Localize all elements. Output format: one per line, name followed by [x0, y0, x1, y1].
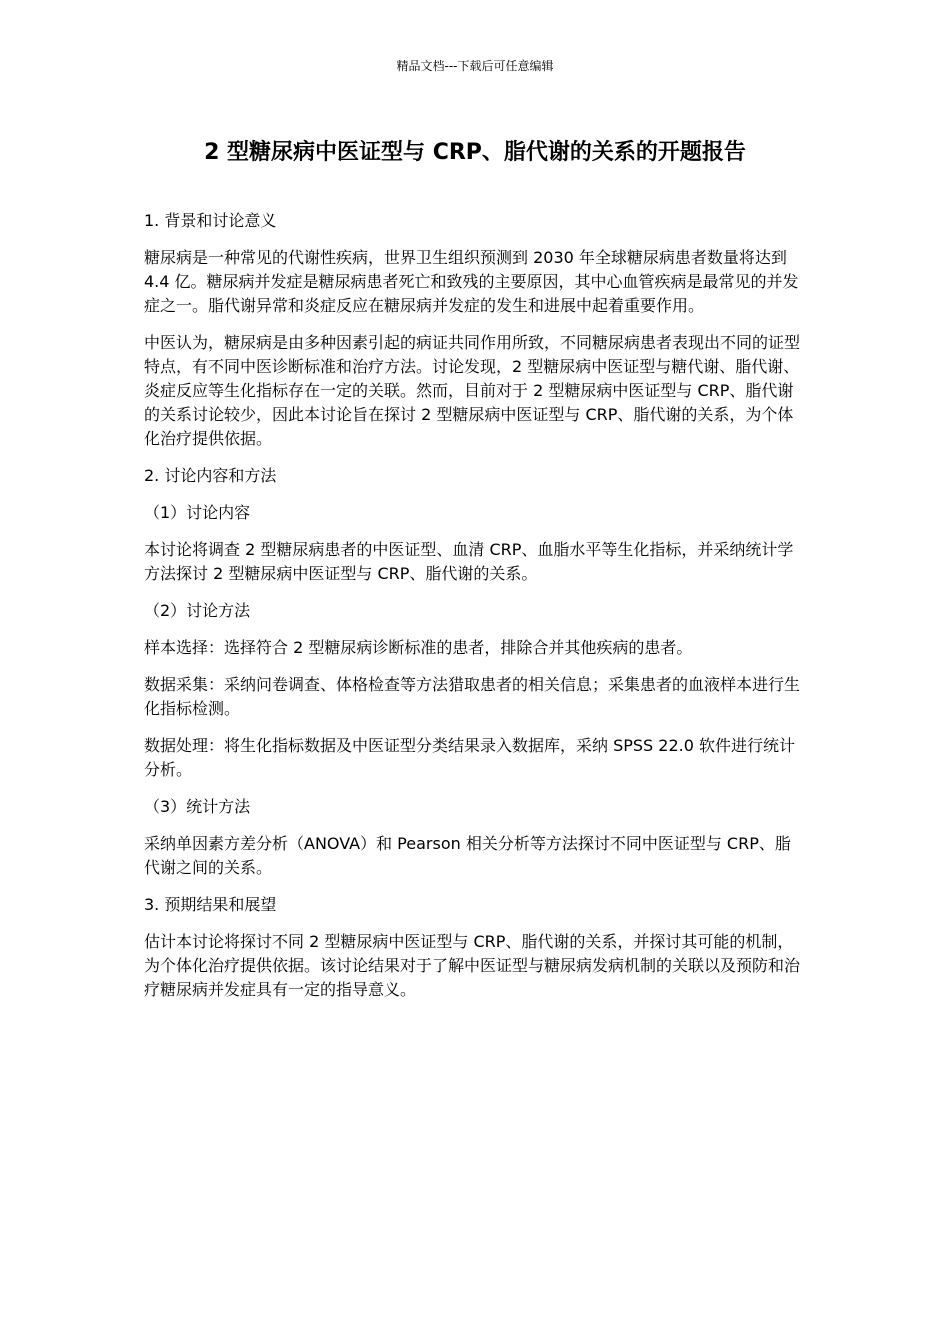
section-heading-methods: 2. 讨论内容和方法 [144, 466, 277, 485]
section-heading-outlook: 3. 预期结果和展望 [144, 895, 277, 914]
body-paragraph: 估计本讨论将探讨不同 2 型糖尿病中医证型与 CRP、脂代谢的关系，并探讨其可能的机制，为个体化治疗提供依据。该讨论结果对于了解中医证型与糖尿病发病机制的关联以及预防和治疗糖尿病并发症具有一定的指导意义。 [144, 932, 801, 999]
page-header-note: 精品文档---下载后可任意编辑 [396, 59, 554, 73]
body-paragraph: 本讨论将调查 2 型糖尿病患者的中医证型、血清 CRP、血脂水平等生化指标，并采纳统计学方法探讨 2 型糖尿病中医证型与 CRP、脂代谢的关系。 [144, 540, 794, 583]
body-paragraph: 中医认为，糖尿病是由多种因素引起的病证共同作用所致，不同糖尿病患者表现出不同的证型特点，有不同中医诊断标准和治疗方法。讨论发现，2 型糖尿病中医证型与糖代谢、脂代谢、炎症反应等生化指标存在一定的关联。然而，目前对于 2 型糖尿病中医证型与 CRP、脂代谢的关系讨论较少，因此本讨论旨在探讨 2 型糖尿病中医证型与 CRP、脂代谢的关系，为个体化治疗提供依据。 [144, 333, 801, 448]
body-paragraph: 数据处理：将生化指标数据及中医证型分类结果录入数据库，采纳 SPSS 22.0 软件进行统计分析。 [144, 736, 796, 779]
document-title: 2 型糖尿病中医证型与 CRP、脂代谢的关系的开题报告 [204, 140, 746, 165]
document-body [144, 209, 806, 1015]
subsection-heading-statistics: （3）统计方法 [144, 797, 251, 816]
body-paragraph: 样本选择：选择符合 2 型糖尿病诊断标准的患者，排除合并其他疾病的患者。 [144, 638, 693, 657]
body-paragraph: 采纳单因素方差分析（ANOVA）和 Pearson 相关分析等方法探讨不同中医证型与 CRP、脂代谢之间的关系。 [144, 834, 791, 877]
subsection-heading-content: （1）讨论内容 [144, 503, 251, 522]
body-paragraph: 数据采集：采纳问卷调查、体格检查等方法猎取患者的相关信息；采集患者的血液样本进行生化指标检测。 [144, 675, 801, 718]
body-paragraph: 糖尿病是一种常见的代谢性疾病，世界卫生组织预测到 2030 年全球糖尿病患者数量将达到 4.4 亿。糖尿病并发症是糖尿病患者死亡和致残的主要原因，其中心血管疾病是最常见的并发症之一。脂代谢异常和炎症反应在糖尿病并发症的发生和进展中起着重要作用。 [144, 248, 799, 315]
section-heading-background: 1. 背景和讨论意义 [144, 211, 277, 230]
subsection-heading-method: （2）讨论方法 [144, 601, 251, 620]
